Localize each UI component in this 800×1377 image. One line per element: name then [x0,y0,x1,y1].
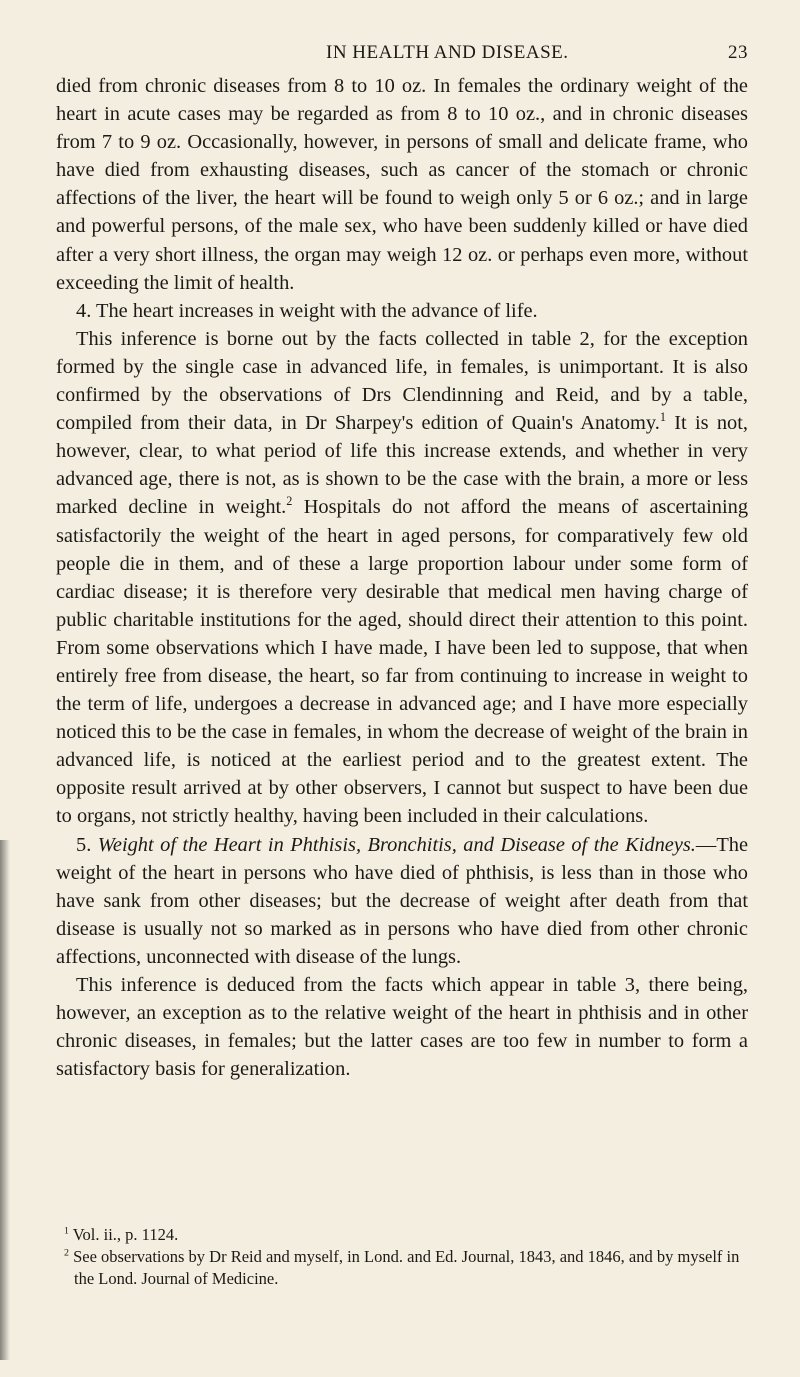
footnote-text: Vol. ii., p. 1124. [68,1225,179,1244]
footnote-ref[interactable]: 1 [659,410,667,425]
footnote [56,1224,748,1246]
section-heading-text: 4. The heart increases in weight with the advance of life. [76,299,538,322]
binding-shadow [0,840,10,1360]
section-heading [56,297,748,325]
paragraph-text: This inference is borne out by the facts collected in table 2, for the exception formed by the single case in advanced life, in females, is unimportant. It is also confirmed by the observations of Drs Clendinning and Reid, and by a table, compiled from their data, in Dr Sharpey's edition of Quain's Anatomy. [56,327,748,435]
footnotes [56,1224,748,1290]
page-number: 23 [728,42,748,63]
footnote-ref[interactable]: 2 [286,494,293,509]
footnote-mark: 2 [64,1247,69,1259]
body-text [56,72,748,1083]
paragraph-text: —The weight of the heart in persons who have died of phthisis, is less than in those who have sank from other diseases; but the decrease of weight after death from that disease is usually not so marked as in persons who have died from other chronic affections, unconnected with disease of the lungs. [56,833,749,968]
paragraph-text: died from chronic diseases from 8 to 10 oz. In females the ordinary weight of the heart in acute cases may be regarded as from 8 to 10 oz., and in chronic diseases from 7 to 9 oz. Occasionally, however, in persons of small and delicate frame, who have died from exhausting diseases, such as cancer of the stomach or chronic affections of the liver, the heart will be found to weigh only 5 or 6 oz.; and in large and powerful persons, of the male sex, who have been suddenly killed or have died after a very short illness, the organ may weigh 12 oz. or perhaps even more, without exceeding the limit of health. [56,75,748,294]
running-title: IN HEALTH AND DISEASE. [326,42,569,63]
footnote [56,1246,748,1290]
paragraph-text: Hospitals do not afford the means of ascertaining satisfactorily the weight of the heart in aged persons, for comparatively few old people die in them, and of these a large proportion labour under some form of cardiac disease; it is therefore very desirable that medical men having charge of public charitable institutions for the aged, should direct their attention to this point. From some observations which I have made, I have been led to suppose, that when entirely free from disease, the heart, so far from continuing to increase in weight to the term of life, undergoes a decrease in advanced age; and I have more especially noticed this to be the case in females, in whom the decrease of weight of the brain in advanced life, is noticed at the earliest period and to the greatest extent. The opposite result arrived at by other observers, I cannot but suspect to have been due to organs, not strictly healthy, having been included in their calculations. [56,496,749,828]
section-title: Weight of the Heart in Phthisis, Bronchitis, and Disease of the Kidneys. [97,833,696,856]
footnote-mark: 1 [64,1225,69,1237]
paragraph [56,72,748,297]
footnote-text: See observations by Dr Reid and myself, in Lond. and Ed. Journal, 1843, and 1846, and by myself in the Lond. Journal of Medicine. [68,1247,740,1288]
paragraph-text: It is not, however, clear, to what period of life this increase extends, and whether in very advanced age, there is not, as is shown to be the case with the brain, a more or less marked decline in weight. [56,412,748,519]
paragraph [56,831,748,971]
paragraph [56,325,748,831]
paragraph [56,971,748,1083]
section-number: 5. [76,833,98,856]
paragraph-text: This inference is deduced from the facts which appear in table 3, there being, however, an exception as to the relative weight of the heart in phthisis and in other chronic diseases, in females; but the latter cases are too few in number to form a satisfactory basis for generalization. [56,974,748,1081]
